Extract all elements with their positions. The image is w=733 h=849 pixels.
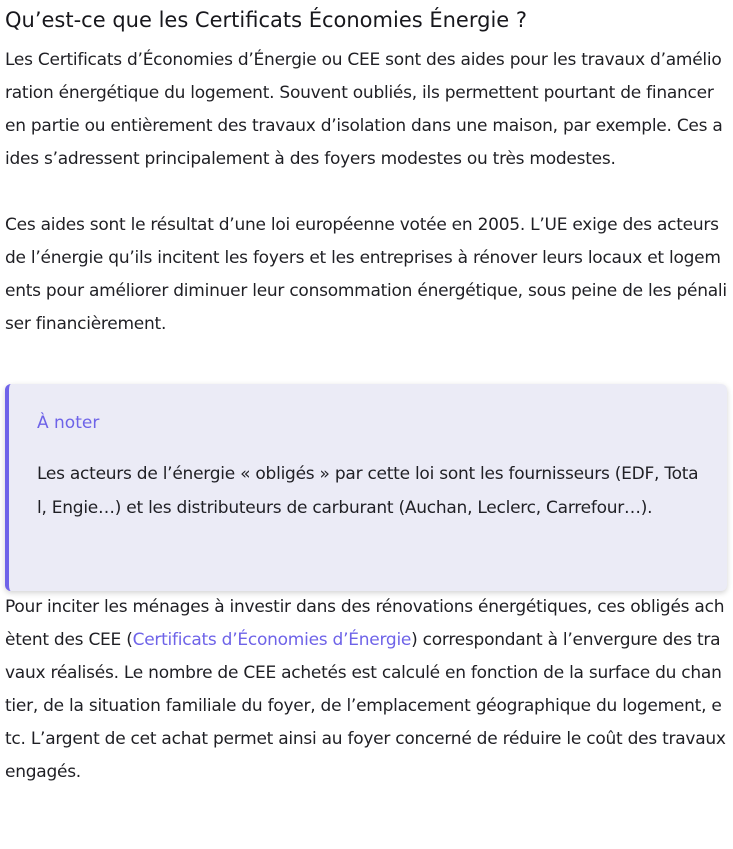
paragraph-obliges-end: ) correspondant à l’envergure des travaux réalisés. Le nombre de CEE achetés est calculé en fonction de la surface du chantier, de la situation familiale du foyer, de l’emplacement géographique du logement, etc. L’argent de cet achat permet ainsi au foyer concerné de réduire le coût des travaux engagés.: [5, 630, 726, 782]
section-heading: Qu’est-ce que les Certificats Économies Énergie ?: [5, 8, 528, 32]
paragraph-law: Ces aides sont le résultat d’une loi européenne votée en 2005. L’UE exige des acteurs de l’énergie qu’ils incitent les foyers et les entreprises à rénover leurs locaux et logements pour améliorer diminuer leur consommation énergétique, sous peine de les pénaliser financièrement.: [5, 215, 727, 334]
cee-link[interactable]: Certificats d’Économies d’Énergie: [132, 630, 412, 650]
paragraph-obliges-start: Pour inciter les ménages à investir dans des rénovations énergétiques, ces obligés achètent des CEE (: [5, 597, 725, 650]
paragraph-intro: Les Certificats d’Économies d’Énergie ou CEE sont des aides pour les travaux d’amélioration énergétique du logement. Souvent oubliés, ils permettent pourtant de financer en partie ou entièrement des travaux d’isolation dans une maison, par exemple. Ces aides s’adressent principalement à des foyers modestes ou très modestes.: [5, 50, 723, 169]
note-title: À noter: [37, 413, 100, 433]
note-text: Les acteurs de l’énergie « obligés » par cette loi sont les fournisseurs (EDF, Total, Engie…) et les distributeurs de carburant (Auchan, Leclerc, Carrefour…).: [37, 464, 699, 518]
paragraph-spacer: [5, 176, 733, 209]
paragraph-obliges: [5, 591, 727, 789]
note-callout: [5, 384, 727, 591]
